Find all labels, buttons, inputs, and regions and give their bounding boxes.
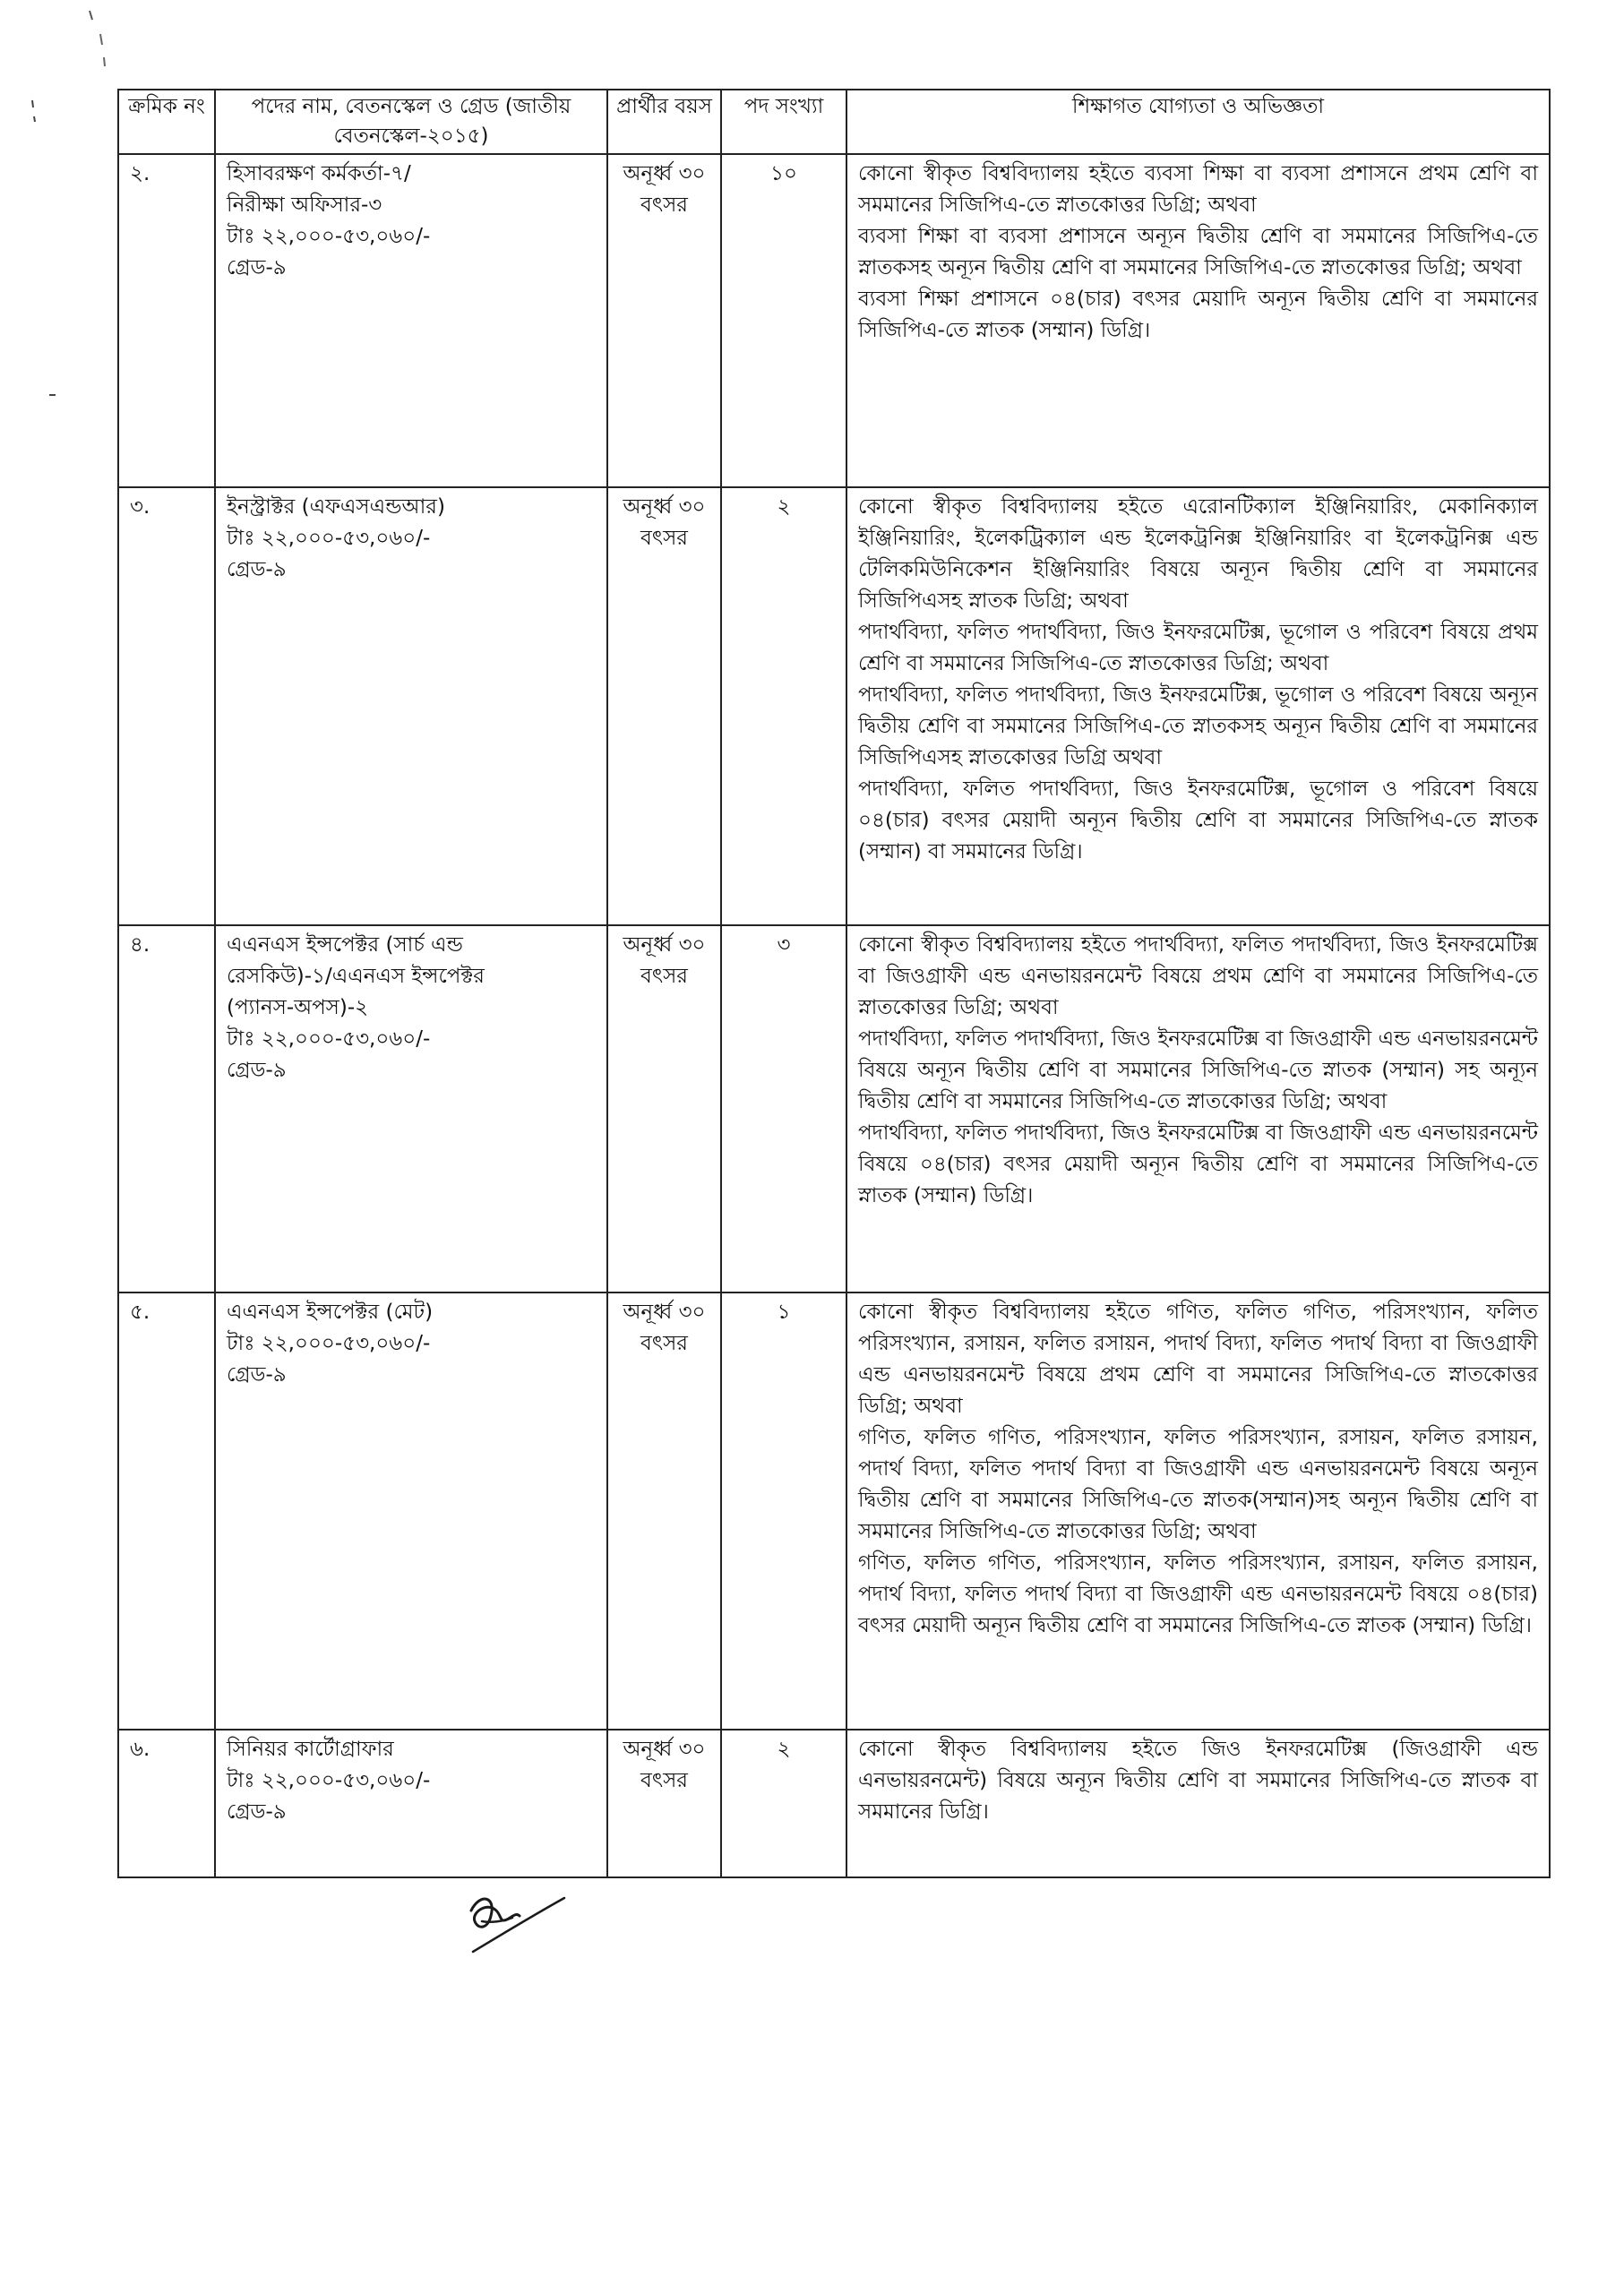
qualification-cell (846, 1730, 1550, 1877)
serial-cell: ২. (118, 154, 215, 487)
qualification-text: কোনো স্বীকৃত বিশ্ববিদ্যালয় হইতে গণিত, ফলিত গণিত, পরিসংখ্যান, ফলিত পরিসংখ্যান, রসায়ন, ফলিত রসায়ন, পদার্থ বিদ্যা, ফলিত পদার্থ বিদ্যা বা জিওগ্রাফী এন্ড এনভায়রনমেন্ট বিষয়ে প্রথম শ্রেণি বা সমমানের সিজিপিএ-তে স্নাতকোত্তর ডিগ্রি; অথবা (858, 1301, 1538, 1418)
speck (100, 34, 102, 45)
post-line: গ্রেড-৯ (227, 1059, 287, 1082)
table-row (118, 487, 1550, 925)
serial-cell: ৩. (118, 487, 215, 925)
handwritten-signature (464, 1885, 571, 1957)
count-cell: ২ (721, 1730, 846, 1877)
post-line: এএনএস ইন্সপেক্টর (সার্চ এন্ড (227, 933, 463, 957)
header-post: পদের নাম, বেতনস্কেল ও গ্রেড (জাতীয় বেতনস্কেল-২০১৫) (215, 90, 607, 154)
qualification-text: পদার্থবিদ্যা, ফলিত পদার্থবিদ্যা, জিও ইনফরমেটিক্স, ভূগোল ও পরিবেশ বিষয়ে প্রথম শ্রেণি বা সমমানের সিজিপিএ-তে স্নাতকোত্তর ডিগ্রি; অথবা (858, 621, 1538, 675)
post-line: সিনিয়র কার্টোগ্রাফার (227, 1738, 394, 1761)
speck (34, 116, 35, 122)
post-line: টাঃ ২২,০০০-৫৩,০৬০/- (227, 527, 431, 550)
serial-cell: ৫. (118, 1292, 215, 1730)
post-line: টাঃ ২২,০০০-৫৩,০৬০/- (227, 1332, 431, 1355)
qualification-text: গণিত, ফলিত গণিত, পরিসংখ্যান, ফলিত পরিসংখ্যান, রসায়ন, ফলিত রসায়ন, পদার্থ বিদ্যা, ফলিত পদার্থ বিদ্যা বা জিওগ্রাফী এন্ড এনভায়রনমেন্ট বিষয়ে ০৪(চার) বৎসর মেয়াদী অন্যূন দ্বিতীয় শ্রেণি বা সমমানের সিজিপিএ-তে স্নাতক (সম্মান) ডিগ্রি। (858, 1551, 1538, 1637)
post-line: (প্যানস-অপস)-২ (227, 996, 369, 1019)
table-row (118, 1292, 1550, 1730)
post-cell (215, 925, 607, 1292)
count-cell: ৩ (721, 925, 846, 1292)
signature-stroke (482, 1918, 512, 1922)
header-qualifications: শিক্ষাগত যোগ্যতা ও অভিজ্ঞতা (846, 90, 1550, 154)
post-line: টাঃ ২২,০০০-৫৩,০৬০/- (227, 225, 431, 248)
qualification-cell (846, 487, 1550, 925)
header-count: পদ সংখ্যা (721, 90, 846, 154)
qualification-cell (846, 925, 1550, 1292)
qualification-text: পদার্থবিদ্যা, ফলিত পদার্থবিদ্যা, জিও ইনফরমেটিক্স বা জিওগ্রাফী এন্ড এনভায়রনমেন্ট বিষয়ে অন্যূন দ্বিতীয় শ্রেণি বা সমমানের সিজিপিএ-তে স্নাতক (সম্মান) সহ অন্যূন দ্বিতীয় শ্রেণি বা সমমানের সিজিপিএ-তে স্নাতকোত্তর ডিগ্রি; অথবা (858, 1027, 1538, 1113)
post-line: টাঃ ২২,০০০-৫৩,০৬০/- (227, 1769, 431, 1792)
post-line: গ্রেড-৯ (227, 1800, 287, 1824)
qualification-text: ব্যবসা শিক্ষা বা ব্যবসা প্রশাসনে অন্যূন দ্বিতীয় শ্রেণি বা সমমানের সিজিপিএ-তে স্নাতকসহ অন্যূন দ্বিতীয় শ্রেণি বা সমমানের সিজিপিএ-তে স্নাতকোত্তর ডিগ্রি; অথবা (858, 225, 1538, 279)
post-line: টাঃ ২২,০০০-৫৩,০৬০/- (227, 1027, 431, 1051)
post-cell (215, 154, 607, 487)
qualification-cell (846, 154, 1550, 487)
post-line: হিসাবরক্ষণ কর্মকর্তা-৭/ (227, 162, 411, 185)
post-cell (215, 1730, 607, 1877)
post-line: গ্রেড-৯ (227, 558, 287, 581)
header-age: প্রার্থীর বয়স (607, 90, 721, 154)
post-line: নিরীক্ষা অফিসার-৩ (227, 193, 382, 217)
post-cell (215, 487, 607, 925)
age-cell: অনূর্ধ্ব ৩০ বৎসর (607, 925, 721, 1292)
speck (104, 57, 105, 66)
post-line: গ্রেড-৯ (227, 1363, 287, 1387)
qualification-text: পদার্থবিদ্যা, ফলিত পদার্থবিদ্যা, জিও ইনফরমেটিক্স, ভূগোল ও পরিবেশ বিষয়ে ০৪(চার) বৎসর মেয়াদী অন্যূন দ্বিতীয় শ্রেণি বা সমমানের সিজিপিএ-তে স্নাতক (সম্মান) বা সমমানের ডিগ্রি। (858, 777, 1538, 863)
table-row (118, 1730, 1550, 1877)
table-row (118, 154, 1550, 487)
post-line: গ্রেড-৯ (227, 256, 287, 279)
qualification-text: কোনো স্বীকৃত বিশ্ববিদ্যালয় হইতে এরোনটিক্যাল ইঞ্জিনিয়ারিং, মেকানিক্যাল ইঞ্জিনিয়ারিং, ইলেকট্রিক্যাল এন্ড ইলেকট্রনিক্স ইঞ্জিনিয়ারিং বা ইলেকট্রনিক্স এন্ড টেলিকমিউনিকেশন ইঞ্জিনিয়ারিং বিষয়ে অন্যূন দ্বিতীয় শ্রেণি বা সমমানের সিজিপিএসহ স্নাতক ডিগ্রি; অথবা (858, 495, 1538, 613)
qualification-text: ব্যবসা শিক্ষা প্রশাসনে ০৪(চার) বৎসর মেয়াদি অন্যূন দ্বিতীয় শ্রেণি বা সমমানের সিজিপিএ-তে স্নাতক (সম্মান) ডিগ্রি। (858, 288, 1538, 342)
qualification-text: পদার্থবিদ্যা, ফলিত পদার্থবিদ্যা, জিও ইনফরমেটিক্স বা জিওগ্রাফী এন্ড এনভায়রনমেন্ট বিষয়ে ০৪(চার) বৎসর মেয়াদী অন্যূন দ্বিতীয় শ্রেণি বা সমমানের সিজিপিএ-তে স্নাতক (সম্মান) ডিগ্রি। (858, 1121, 1538, 1207)
header-serial: ক্রমিক নং (118, 90, 215, 154)
speck (90, 11, 92, 20)
table-header-row (118, 90, 1550, 154)
qualification-text: পদার্থবিদ্যা, ফলিত পদার্থবিদ্যা, জিও ইনফরমেটিক্স, ভূগোল ও পরিবেশ বিষয়ে অন্যূন দ্বিতীয় শ্রেণি বা সমমানের সিজিপিএ-তে স্নাতকসহ অন্যূন দ্বিতীয় শ্রেণি বা সমমানের সিজিপিএসহ স্নাতকোত্তর ডিগ্রি অথবা (858, 683, 1538, 769)
table-row (118, 925, 1550, 1292)
serial-cell: ৪. (118, 925, 215, 1292)
age-cell: অনূর্ধ্ব ৩০ বৎসর (607, 1292, 721, 1730)
speck (32, 100, 33, 107)
qualification-text: গণিত, ফলিত গণিত, পরিসংখ্যান, ফলিত পরিসংখ্যান, রসায়ন, ফলিত রসায়ন, পদার্থ বিদ্যা, ফলিত পদার্থ বিদ্যা বা জিওগ্রাফী এন্ড এনভায়রনমেন্ট বিষয়ে অন্যূন দ্বিতীয় শ্রেণি বা সমমানের সিজিপিএ-তে স্নাতক(সম্মান)সহ অন্যূন দ্বিতীয় শ্রেণি বা সমমানের সিজিপিএ-তে স্নাতকোত্তর ডিগ্রি; অথবা (858, 1426, 1538, 1543)
qualification-text: কোনো স্বীকৃত বিশ্ববিদ্যালয় হইতে জিও ইনফরমেটিক্স (জিওগ্রাফী এন্ড এনভায়রনমেন্ট) বিষয়ে অন্যূন দ্বিতীয় শ্রেণি বা সমমানের সিজিপিএ-তে স্নাতক বা সমমানের ডিগ্রি। (858, 1738, 1538, 1824)
qualification-text: কোনো স্বীকৃত বিশ্ববিদ্যালয় হইতে পদার্থবিদ্যা, ফলিত পদার্থবিদ্যা, জিও ইনফরমেটিক্স বা জিওগ্রাফী এন্ড এনভায়রনমেন্ট বিষয়ে প্রথম শ্রেণি বা সমমানের সিজিপিএ-তে স্নাতকোত্তর ডিগ্রি; অথবা (858, 933, 1538, 1019)
post-line: ইনস্ট্রাক্টর (এফএসএন্ডআর) (227, 495, 445, 519)
recruitment-table (117, 89, 1551, 1878)
post-cell (215, 1292, 607, 1730)
serial-cell: ৬. (118, 1730, 215, 1877)
count-cell: ২ (721, 487, 846, 925)
qualification-text: কোনো স্বীকৃত বিশ্ববিদ্যালয় হইতে ব্যবসা শিক্ষা বা ব্যবসা প্রশাসনে প্রথম শ্রেণি বা সমমানের সিজিপিএ-তে স্নাতকোত্তর ডিগ্রি; অথবা (858, 162, 1538, 217)
age-cell: অনূর্ধ্ব ৩০ বৎসর (607, 487, 721, 925)
age-cell: অনূর্ধ্ব ৩০ বৎসর (607, 154, 721, 487)
post-line: এএনএস ইন্সপেক্টর (মেট) (227, 1301, 434, 1324)
age-cell: অনূর্ধ্ব ৩০ বৎসর (607, 1730, 721, 1877)
post-line: রেসকিউ)-১/এএনএস ইন্সপেক্টর (227, 965, 485, 988)
count-cell: ১০ (721, 154, 846, 487)
count-cell: ১ (721, 1292, 846, 1730)
qualification-cell (846, 1292, 1550, 1730)
